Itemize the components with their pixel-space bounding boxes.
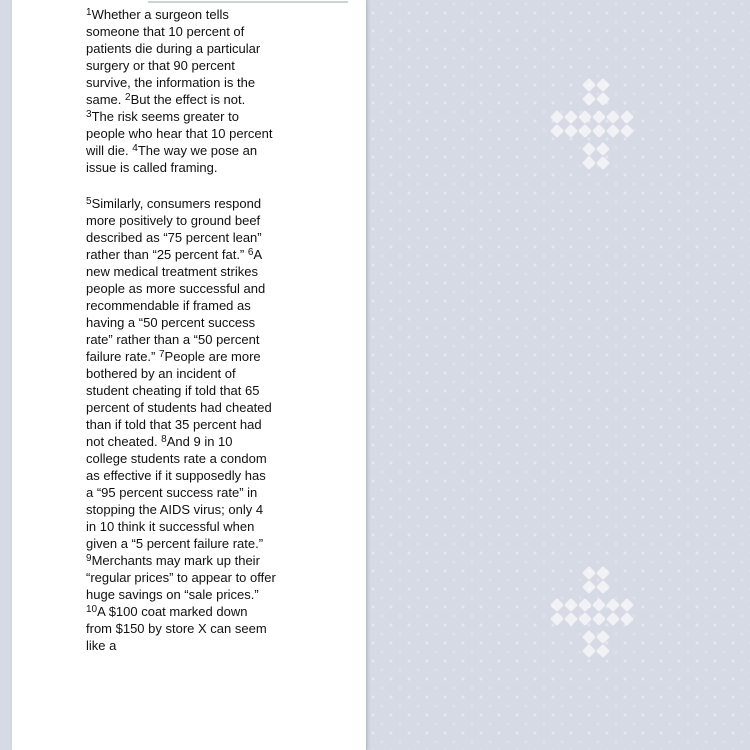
sentence-text: People are more bothered by an incident of student cheating if told that 65 percent of students had cheated than if told that 35 percent had not cheated. — [86, 349, 272, 449]
passage-text[interactable] — [86, 6, 276, 673]
left-margin-strip — [0, 0, 12, 750]
sentence-text: But the effect is not. — [130, 92, 246, 107]
sentence-number: 7 — [158, 349, 165, 360]
sentence-text: And 9 in 10 college students rate a condom as effective if it supposedly has a “95 percent success rate” in stopping the AIDS virus; only 4 in 10 think it successful when given a “5 percent failure rate.” — [86, 434, 267, 551]
sentence-number: 6 — [247, 247, 254, 258]
document-page — [12, 0, 367, 750]
sentence-text: A new medical treatment strikes people as more successful and recommendable if framed as having a “50 percent success rate” rather than a “50 percent failure rate.” — [86, 247, 266, 364]
sentence-number: 2 — [125, 92, 131, 103]
sentence-number: 9 — [86, 553, 92, 564]
sentence-text: The risk seems greater to people who hear that 10 percent will die. — [86, 109, 273, 158]
sentence-number: 5 — [86, 196, 92, 207]
sentence-number: 8 — [161, 434, 167, 445]
sentence-text: A $100 coat marked down from $150 by store X can seem like a — [86, 604, 267, 653]
paragraph-1 — [86, 6, 276, 176]
sentence-text: Whether a surgeon tells someone that 10 percent of patients die during a particular surgery or that 90 percent survive, the information is the same. — [86, 7, 261, 107]
sentence-number: 10 — [86, 604, 98, 615]
sentence-number: 3 — [86, 109, 92, 120]
paragraph-2 — [86, 195, 276, 654]
sentence-number: 1 — [86, 7, 92, 18]
sentence-text: Similarly, consumers respond more positively to ground beef described as “75 percent lean” rather than “25 percent fat.” — [86, 196, 262, 262]
decorative-diamond-pattern-bottom — [548, 564, 648, 664]
decorative-diamond-pattern-top — [548, 76, 648, 176]
sentence-text: The way we pose an issue is called framing. — [86, 143, 258, 175]
sentence-text: Merchants may mark up their “regular prices” to appear to offer huge savings on “sale prices.” — [86, 553, 276, 602]
page-top-edge — [148, 0, 348, 3]
sentence-number: 4 — [132, 143, 138, 154]
